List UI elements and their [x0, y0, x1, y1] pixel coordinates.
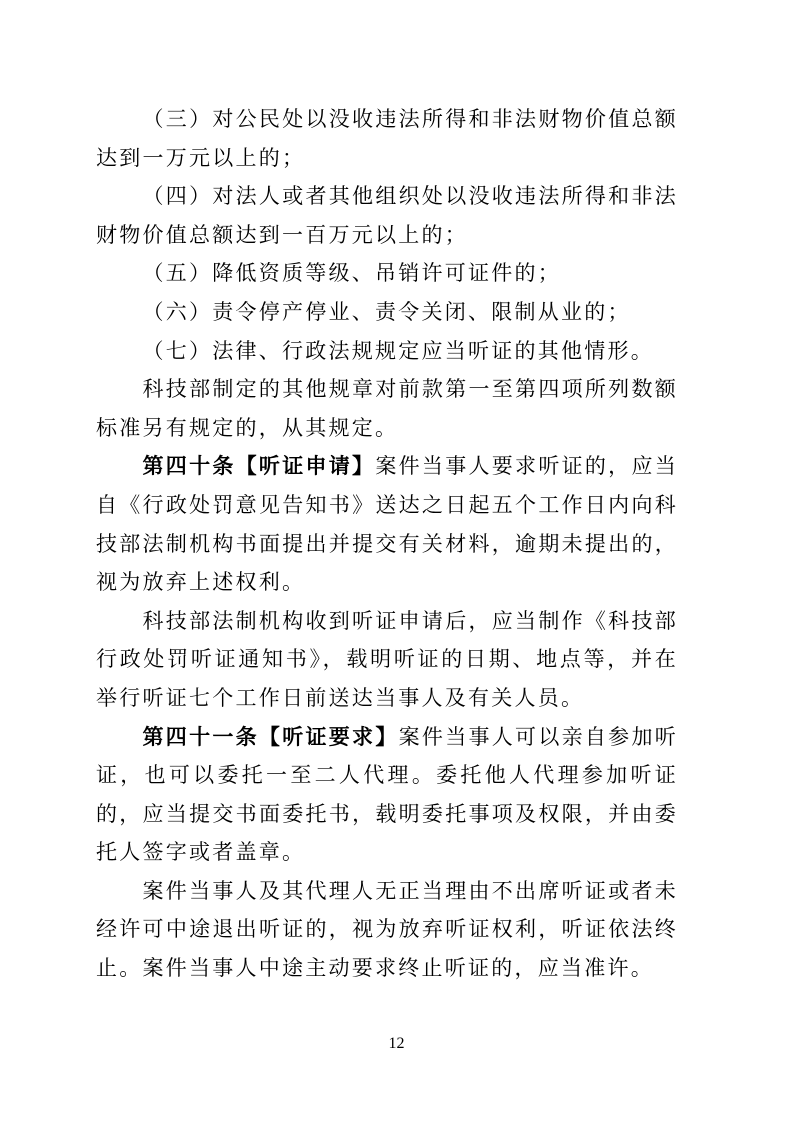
- paragraph-text: 科技部法制机构收到听证申请后，应当制作《科技部行政处罚听证通知书》，载明听证的日期、地点等，并在举行听证七个工作日前送达当事人及有关人员。: [96, 608, 678, 710]
- page-number: 12: [388, 1035, 405, 1052]
- paragraph: [96, 100, 678, 177]
- paragraph: [96, 254, 678, 293]
- page-footer: [0, 1034, 793, 1054]
- paragraph-text: （四）对法人或者其他组织处以没收违法所得和非法财物价值总额达到一百万元以上的；: [96, 184, 678, 247]
- article-heading: 第四十条【听证申请】: [142, 454, 376, 479]
- paragraph: [96, 447, 678, 601]
- paragraph-text: 案件当事人可以亲自参加听证，也可以委托一至二人代理。委托他人代理参加听证的，应当提交书面委托书，载明委托事项及权限，并由委托人签字或者盖章。: [96, 724, 678, 865]
- paragraph: [96, 370, 678, 447]
- paragraph-text: 科技部制定的其他规章对前款第一至第四项所列数额标准另有规定的，从其规定。: [96, 377, 678, 440]
- paragraph-text: （五）降低资质等级、吊销许可证件的；: [142, 261, 561, 286]
- paragraph: [96, 177, 678, 254]
- paragraph-text: 案件当事人及其代理人无正当理由不出席听证或者未经许可中途退出听证的，视为放弃听证权利，听证依法终止。案件当事人中途主动要求终止听证的，应当准许。: [96, 878, 678, 981]
- paragraph-text: （七）法律、行政法规规定应当听证的其他情形。: [142, 338, 654, 363]
- paragraph: [96, 332, 678, 371]
- paragraph-text: （三）对公民处以没收违法所得和非法财物价值总额达到一万元以上的；: [96, 107, 678, 170]
- paragraph: [96, 602, 678, 718]
- paragraph: [96, 718, 678, 872]
- document-body: [96, 100, 678, 988]
- paragraph: [96, 293, 678, 332]
- paragraph: [96, 872, 678, 988]
- article-heading: 第四十一条【听证要求】: [142, 724, 399, 749]
- paragraph-text: 案件当事人要求听证的，应当自《行政处罚意见告知书》送达之日起五个工作日内向科技部法制机构书面提出并提交有关材料，逾期未提出的，视为放弃上述权利。: [96, 454, 679, 595]
- paragraph-text: （六）责令停产停业、责令关闭、限制从业的；: [142, 299, 631, 324]
